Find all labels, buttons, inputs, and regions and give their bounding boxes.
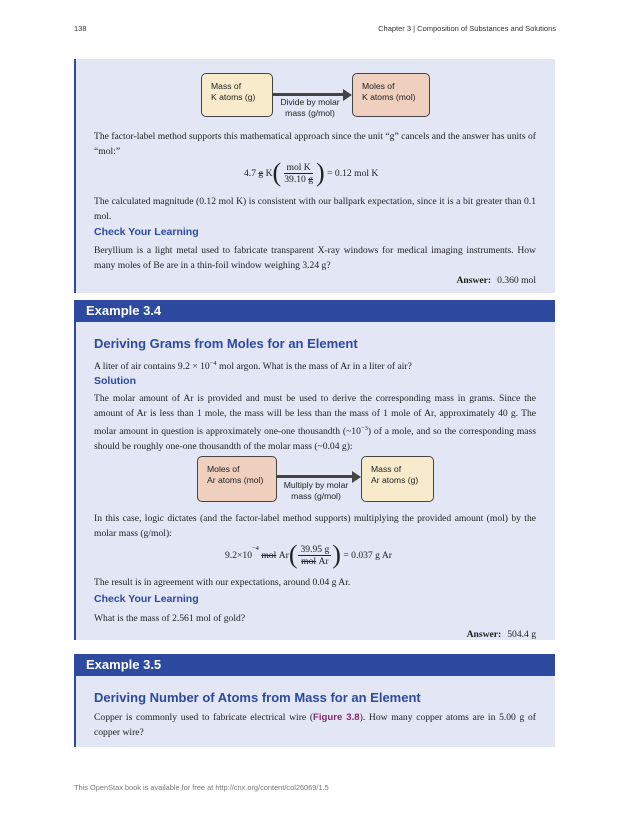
equation-k — [244, 160, 378, 186]
eq-fraction — [282, 162, 315, 185]
flow-box-mass-k — [201, 73, 273, 117]
eq-cancelled-unit: mol — [261, 549, 277, 561]
eq-cancelled-unit: g — [308, 173, 314, 185]
flow-arrow-label-line: Multiply by molar — [283, 480, 349, 490]
flow-box-moles-k — [352, 73, 430, 117]
times-symbol: × — [192, 361, 198, 373]
example-header: Example 3.5 — [74, 654, 555, 676]
exponent: −3 — [360, 425, 368, 432]
eq-den-value: 39.10 — [284, 173, 306, 185]
eq-cancelled-unit: g — [258, 167, 264, 179]
eq-value: 4.7 — [244, 167, 256, 179]
eq-result: 0.12 mol K — [334, 167, 379, 179]
text-run: ). How many copper atoms are in 5.00 g of copper wire? — [94, 712, 536, 738]
text-run: mol argon. What is the mass of Ar in a liter of air? — [216, 361, 412, 373]
flow-box-mass-ar — [361, 456, 434, 502]
example-title: Deriving Grams from Moles for an Element — [94, 336, 358, 351]
eq-paren: ) — [316, 158, 325, 187]
eq-paren: ( — [288, 540, 298, 569]
flow-arrow-label-line: mass (g/mol) — [291, 491, 341, 501]
check-learning-heading: Check Your Learning — [94, 226, 199, 238]
equation-ar — [225, 542, 392, 568]
example-intro — [94, 356, 536, 374]
text-run: Copper is commonly used to fabricate electrical wire ( — [94, 712, 314, 723]
flow-arrow-line — [273, 93, 344, 96]
flow-box-line: Mass of — [211, 81, 242, 91]
eq-fraction — [298, 544, 331, 567]
eq-equals: = — [343, 549, 349, 561]
eq-numerator: mol K — [286, 161, 311, 173]
example-title: Deriving Number of Atoms from Mass for an Element — [94, 690, 421, 705]
result-text: The result is in agreement with our expectations, around 0.04 g Ar. — [94, 577, 351, 588]
eq-numerator: 39.95 g — [300, 543, 330, 555]
eq-denominator — [282, 174, 315, 185]
example-intro — [94, 710, 536, 740]
eq-value: 9.2 — [225, 549, 237, 561]
flow-box-line: Ar atoms (mol) — [207, 475, 264, 485]
check-learning-heading: Check Your Learning — [94, 593, 199, 605]
flow-arrow-label-line: mass (g/mol) — [285, 108, 335, 118]
flow-box-line: Moles of — [207, 464, 240, 474]
check-learning-text: What is the mass of 2.561 mol of gold? — [94, 613, 246, 624]
flow-box-moles-ar — [197, 456, 277, 502]
text-run: ) of a mole, and so the corresponding mass should be roughly one-one thousandth of the molar mass (~0.04 g): — [94, 426, 537, 453]
eq-element: Ar — [278, 549, 289, 561]
answer-value: 0.360 mol — [497, 275, 536, 286]
eq-element: K — [265, 167, 273, 179]
flow-box-line: Mass of — [371, 464, 402, 474]
running-header: Chapter 3 | Composition of Substances and Solutions — [378, 24, 556, 33]
flow-arrow-label — [273, 97, 347, 119]
paragraph: The factor-label method supports this mathematical approach since the unit “g” cancels and the answer has units of “mol:” — [94, 131, 536, 157]
flow-box-line: Moles of — [362, 81, 395, 91]
eq-element: Ar — [318, 555, 329, 567]
check-learning-text: Beryllium is a light metal used to fabricate transparent X-ray windows for medical imaging instruments. How many moles of Be are in a thin-foil window weighing 3.24 g? — [94, 245, 536, 271]
answer-value: 504.4 g — [507, 629, 536, 640]
example-header: Example 3.4 — [74, 300, 555, 322]
flow-arrow-line — [277, 475, 353, 478]
exponent: −4 — [252, 545, 259, 552]
flow-box-line: K atoms (mol) — [362, 92, 416, 102]
solution-text — [94, 391, 536, 454]
page-number: 138 — [74, 24, 87, 33]
eq-denominator — [299, 556, 330, 567]
eq-cancelled-unit: mol — [301, 555, 317, 567]
eq-paren: ) — [332, 540, 341, 569]
paragraph: The calculated magnitude (0.12 mol K) is consistent with our ballpark expectation, since it is a bit greater than 0.1 mol. — [94, 196, 536, 222]
eq-base: 10 — [242, 549, 253, 561]
eq-equals: = — [327, 167, 333, 179]
eq-paren: ( — [272, 158, 282, 187]
flow-box-line: Ar atoms (g) — [371, 475, 419, 485]
times-symbol: × — [237, 549, 243, 561]
solution-heading: Solution — [94, 375, 136, 387]
exponent: −4 — [209, 360, 217, 367]
answer-label: Answer: — [456, 275, 492, 286]
answer-label: Answer: — [466, 629, 502, 640]
flow-arrow-label-line: Divide by molar — [280, 97, 340, 107]
eq-result: 0.037 g Ar — [351, 549, 392, 561]
figure-link[interactable]: Figure 3.8 — [313, 712, 360, 723]
answer — [456, 275, 536, 286]
text-run: A liter of air contains 9.2 — [94, 361, 193, 373]
paragraph: In this case, logic dictates (and the factor-label method supports) multiplying the provided amount (mol) by the molar mass (g/mol): — [94, 513, 536, 539]
answer — [467, 629, 536, 640]
text-run: 10 — [197, 361, 210, 373]
flow-box-line: K atoms (g) — [211, 92, 256, 102]
flow-arrow-label — [276, 480, 356, 502]
text-run: The molar amount of Ar is provided and must be used to derive the corresponding mass in grams. Since the amount of Ar is less than 1 mole, the mass will be less than the mass of 1 mole of Ar, approximately 40 g. The molar amount in question is approximately one-one thousandth (~10 — [94, 393, 536, 438]
page-footer: This OpenStax book is available for free at http://cnx.org/content/col26069/1.5 — [74, 783, 329, 792]
